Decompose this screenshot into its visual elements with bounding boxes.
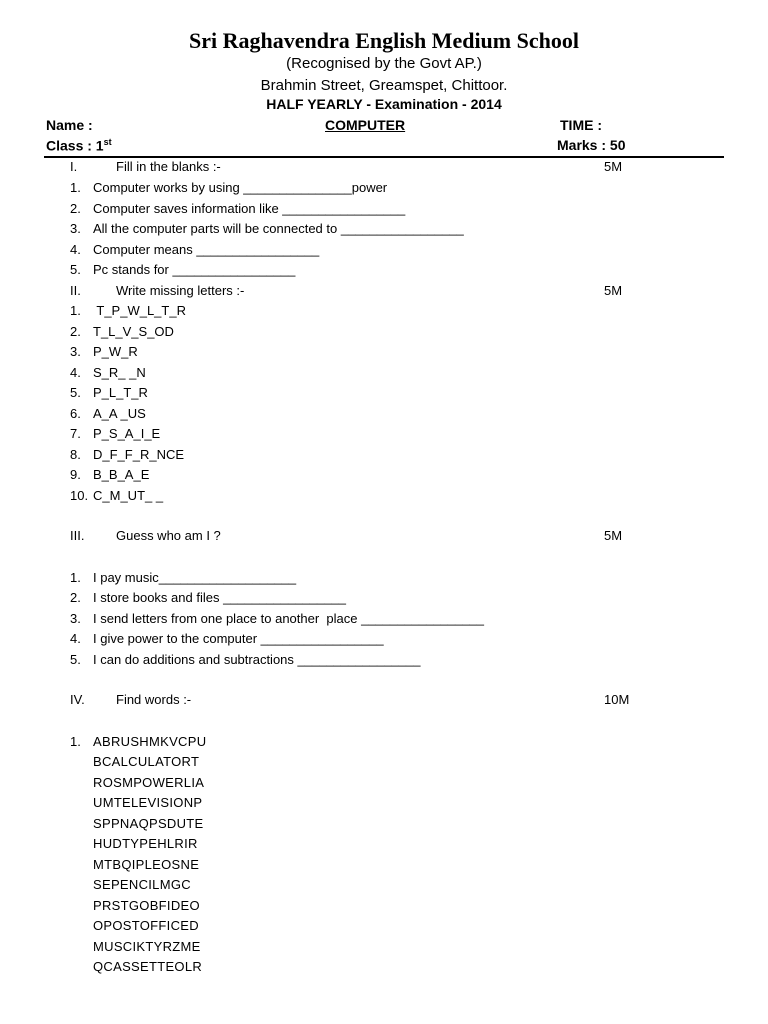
item-text: Computer means _________________ bbox=[93, 242, 320, 257]
word-row bbox=[0, 775, 768, 795]
class-label bbox=[46, 137, 112, 154]
item-text: A_A _US bbox=[93, 406, 146, 421]
item-text: I store books and files _________________ bbox=[93, 590, 346, 605]
item-number: 2. bbox=[70, 324, 81, 339]
item-number: 6. bbox=[70, 406, 81, 421]
question-item bbox=[0, 344, 768, 364]
item-text: Computer works by using _______________power bbox=[93, 180, 388, 195]
section-marks: 5M bbox=[604, 283, 623, 298]
word-row bbox=[0, 754, 768, 774]
word-grid-row: UMTELEVISIONP bbox=[93, 795, 203, 810]
class-superscript: st bbox=[103, 137, 112, 147]
item-number: 5. bbox=[70, 652, 81, 667]
item-number: 4. bbox=[70, 631, 81, 646]
question-item bbox=[0, 201, 768, 221]
item-text: P_L_T_R bbox=[93, 385, 148, 400]
question-item bbox=[0, 426, 768, 446]
word-grid-row: BCALCULATORT bbox=[93, 754, 200, 769]
word-grid-row: SEPENCILMGC bbox=[93, 877, 191, 892]
subject-title: COMPUTER bbox=[325, 117, 406, 133]
word-row bbox=[0, 836, 768, 856]
word-grid-row: SPPNAQPSDUTE bbox=[93, 816, 204, 831]
word-grid-row: ABRUSHMKVCPU bbox=[93, 734, 207, 749]
school-name: Sri Raghavendra English Medium School bbox=[189, 28, 579, 53]
question-item bbox=[0, 488, 768, 508]
question-item bbox=[0, 406, 768, 426]
word-row bbox=[0, 959, 768, 979]
section-number: I. bbox=[70, 159, 78, 174]
item-number: 1. bbox=[70, 303, 81, 318]
item-text: Computer saves information like _________________ bbox=[93, 201, 406, 216]
section-title: Fill in the blanks :- bbox=[116, 159, 221, 174]
word-grid-row: HUDTYPEHLRIR bbox=[93, 836, 198, 851]
section-heading bbox=[0, 159, 768, 179]
item-text: P_S_A_I_E bbox=[93, 426, 161, 441]
item-text: I give power to the computer _________________ bbox=[93, 631, 384, 646]
item-number: 5. bbox=[70, 385, 81, 400]
question-item bbox=[0, 242, 768, 262]
header-divider bbox=[44, 156, 724, 158]
question-item bbox=[0, 324, 768, 344]
item-number: 8. bbox=[70, 447, 81, 462]
item-number: 2. bbox=[70, 590, 81, 605]
question-item bbox=[0, 262, 768, 282]
item-number: 3. bbox=[70, 611, 81, 626]
item-text: P_W_R bbox=[93, 344, 138, 359]
word-row bbox=[0, 795, 768, 815]
item-number: 4. bbox=[70, 365, 81, 380]
item-text: I pay music___________________ bbox=[93, 570, 297, 585]
word-grid-row: MTBQIPLEOSNE bbox=[93, 857, 200, 872]
section-title: Write missing letters :- bbox=[116, 283, 245, 298]
word-row bbox=[0, 816, 768, 836]
item-number: 1. bbox=[70, 734, 81, 749]
item-number: 1. bbox=[70, 570, 81, 585]
word-grid-row: PRSTGOBFIDEO bbox=[93, 898, 200, 913]
question-item bbox=[0, 303, 768, 323]
item-text: Pc stands for _________________ bbox=[93, 262, 296, 277]
item-text: I send letters from one place to another place _________________ bbox=[93, 611, 485, 626]
item-text: S_R_ _N bbox=[93, 365, 146, 380]
section-heading bbox=[0, 283, 768, 303]
section-title: Guess who am I ? bbox=[116, 528, 221, 543]
question-item bbox=[0, 365, 768, 385]
item-text: T_L_V_S_OD bbox=[93, 324, 174, 339]
question-item bbox=[0, 652, 768, 672]
question-item bbox=[0, 570, 768, 590]
section-heading bbox=[0, 528, 768, 548]
item-text: C_M_UT_ _ bbox=[93, 488, 164, 503]
item-number: 1. bbox=[70, 180, 81, 195]
word-row bbox=[0, 898, 768, 918]
question-item bbox=[0, 611, 768, 631]
item-number: 3. bbox=[70, 221, 81, 236]
word-row bbox=[0, 939, 768, 959]
time-label: TIME : bbox=[560, 117, 602, 133]
word-row bbox=[0, 918, 768, 938]
section-heading bbox=[0, 692, 768, 712]
item-text: All the computer parts will be connected to _________________ bbox=[93, 221, 464, 236]
item-number: 5. bbox=[70, 262, 81, 277]
question-item bbox=[0, 447, 768, 467]
school-address: Brahmin Street, Greamspet, Chittoor. bbox=[260, 77, 508, 94]
item-number: 2. bbox=[70, 201, 81, 216]
question-item bbox=[0, 180, 768, 200]
recognition-line: (Recognised by the Govt AP.) bbox=[286, 55, 482, 72]
item-text: I can do additions and subtractions _________________ bbox=[93, 652, 421, 667]
question-item bbox=[0, 467, 768, 487]
item-text: D_F_F_R_NCE bbox=[93, 447, 185, 462]
question-item bbox=[0, 631, 768, 651]
word-grid-row: MUSCIKTYRZME bbox=[93, 939, 201, 954]
exam-title: HALF YEARLY - Examination - 2014 bbox=[266, 96, 502, 112]
word-grid-row: QCASSETTEOLR bbox=[93, 959, 203, 974]
section-marks: 10M bbox=[604, 692, 630, 707]
section-title: Find words :- bbox=[116, 692, 192, 707]
section-marks: 5M bbox=[604, 528, 623, 543]
item-number: 9. bbox=[70, 467, 81, 482]
name-label: Name : bbox=[46, 117, 93, 133]
word-grid-row: ROSMPOWERLIA bbox=[93, 775, 205, 790]
question-item bbox=[0, 385, 768, 405]
item-number: 3. bbox=[70, 344, 81, 359]
item-text: T_P_W_L_T_R bbox=[93, 303, 186, 318]
question-item bbox=[0, 221, 768, 241]
section-number: IV. bbox=[70, 692, 85, 707]
word-row bbox=[0, 877, 768, 897]
question-item bbox=[0, 590, 768, 610]
section-number: II. bbox=[70, 283, 81, 298]
class-text: Class : 1 bbox=[46, 137, 104, 154]
item-number: 7. bbox=[70, 426, 81, 441]
word-row bbox=[0, 857, 768, 877]
item-number: 4. bbox=[70, 242, 81, 257]
item-number: 10. bbox=[70, 488, 89, 503]
word-grid-row: OPOSTOFFICED bbox=[93, 918, 199, 933]
word-row bbox=[0, 734, 768, 754]
item-text: B_B_A_E bbox=[93, 467, 150, 482]
marks-label: Marks : 50 bbox=[557, 137, 626, 153]
section-marks: 5M bbox=[604, 159, 623, 174]
section-number: III. bbox=[70, 528, 85, 543]
